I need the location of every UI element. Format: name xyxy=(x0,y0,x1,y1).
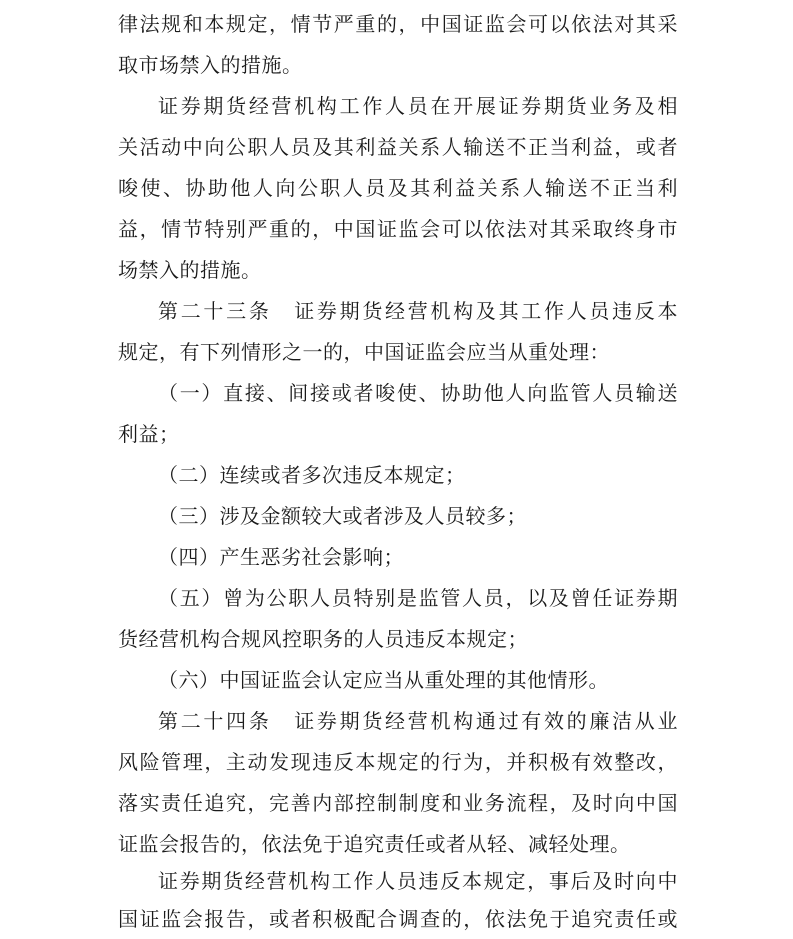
list-item-2-line: （二）连续或者多次违反本规定； xyxy=(158,463,466,487)
text-line: 唆使、协助他人向公职人员及其利益关系人输送不正当利 xyxy=(118,176,678,200)
paragraph-start-line: 证券期货经营机构工作人员违反本规定，事后及时向中 xyxy=(158,869,678,893)
text-line: 落实责任追究，完善内部控制制度和业务流程，及时向中国 xyxy=(118,791,678,815)
paragraph-start-line: 证券期货经营机构工作人员在开展证券期货业务及相 xyxy=(158,94,678,118)
list-item-3-line: （三）涉及金额较大或者涉及人员较多； xyxy=(158,504,527,528)
text-line: 利益； xyxy=(118,422,180,446)
text-line: 益，情节特别严重的，中国证监会可以依法对其采取终身市 xyxy=(118,217,678,241)
text-line: 关活动中向公职人员及其利益关系人输送不正当利益，或者 xyxy=(118,135,678,159)
text-line: 国证监会报告，或者积极配合调查的，依法免于追究责任或 xyxy=(118,907,678,931)
text-line: 规定，有下列情形之一的，中国证监会应当从重处理： xyxy=(118,340,610,364)
text-line: 货经营机构合规风控职务的人员违反本规定； xyxy=(118,627,528,651)
text-line: 证监会报告的，依法免于追究责任或者从轻、减轻处理。 xyxy=(118,832,631,856)
article-23-heading-line: 第二十三条 证券期货经营机构及其工作人员违反本 xyxy=(158,299,678,323)
text-line: 场禁入的措施。 xyxy=(118,258,262,282)
list-item-6-line: （六）中国证监会认定应当从重处理的其他情形。 xyxy=(158,668,609,692)
list-item-1-line: （一）直接、间接或者唆使、协助他人向监管人员输送 xyxy=(158,381,678,405)
text-line: 取市场禁入的措施。 xyxy=(118,53,303,77)
list-item-5-line: （五）曾为公职人员特别是监管人员，以及曾任证券期 xyxy=(158,586,678,610)
list-item-4-line: （四）产生恶劣社会影响； xyxy=(158,545,404,569)
text-line: 风险管理，主动发现违反本规定的行为，并积极有效整改， xyxy=(118,750,678,774)
text-line: 律法规和本规定，情节严重的，中国证监会可以依法对其采 xyxy=(118,12,678,36)
article-24-heading-line: 第二十四条 证券期货经营机构通过有效的廉洁从业 xyxy=(158,709,678,733)
